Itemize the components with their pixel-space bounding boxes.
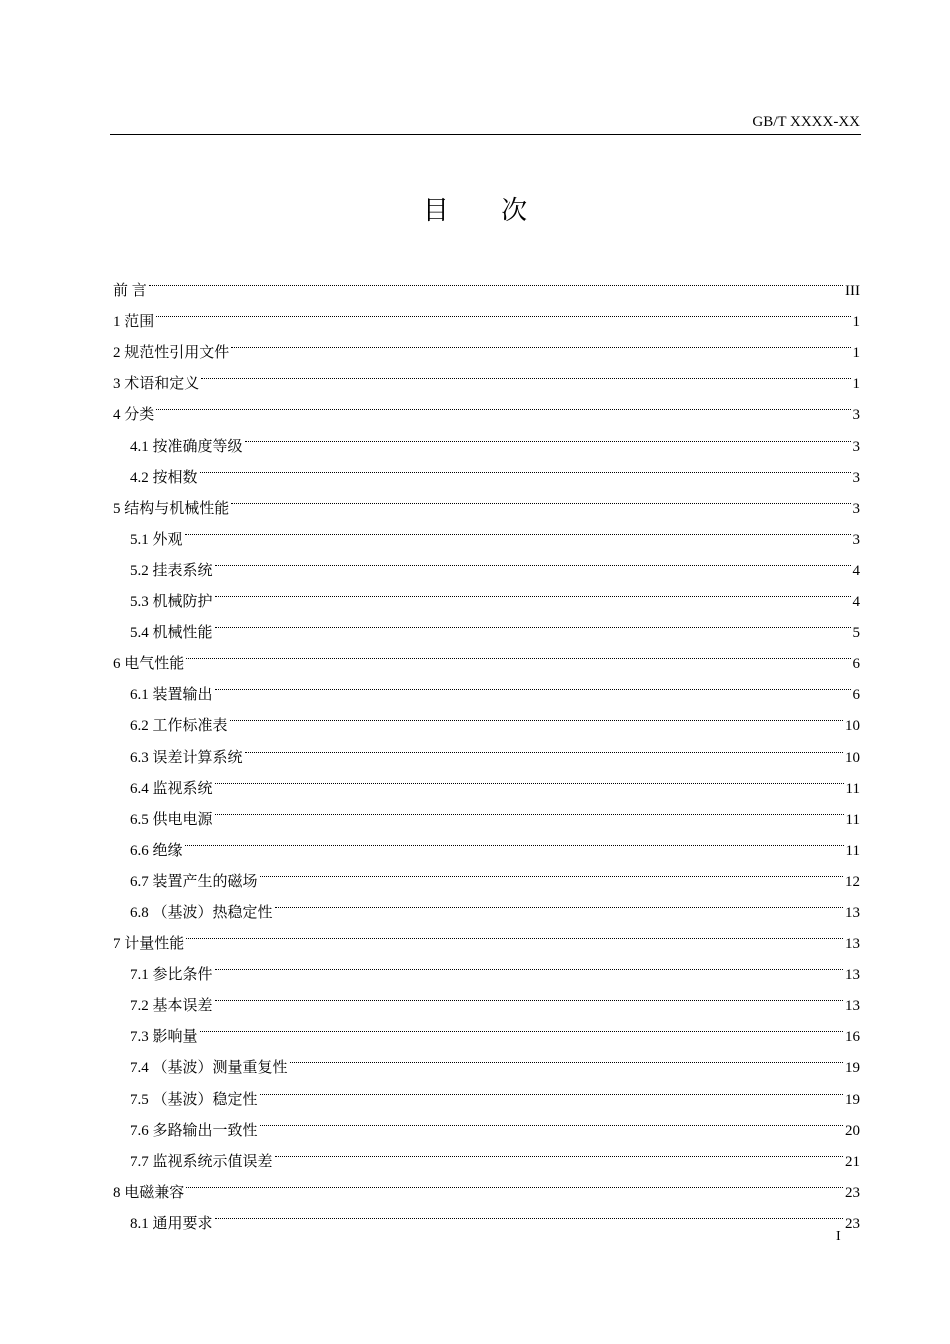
toc-entry-label: 7.7 监视系统示值误差 (130, 1153, 273, 1170)
toc-entry[interactable] (113, 1197, 860, 1232)
toc-dot-leader (186, 917, 843, 948)
toc-entry[interactable] (113, 979, 860, 1015)
toc-entry-label: 8.1 通用要求 (130, 1215, 213, 1232)
toc-dot-leader (200, 451, 851, 482)
toc-dot-leader (215, 606, 851, 637)
toc-dot-leader (215, 668, 851, 699)
toc-entry-label: 2 规范性引用文件 (113, 345, 230, 362)
toc-dot-leader (290, 1041, 843, 1072)
toc-entry-page: 19 (845, 1060, 860, 1077)
toc-entry[interactable] (113, 668, 860, 704)
toc-entry[interactable] (113, 824, 860, 859)
toc-dot-leader (215, 948, 843, 979)
toc-entry[interactable] (113, 513, 860, 548)
toc-entry-label: 7.3 影响量 (130, 1029, 198, 1046)
toc-entry-label: 6.1 装置输出 (130, 687, 213, 704)
toc-entry-page: 3 (852, 469, 860, 486)
toc-entry[interactable] (113, 793, 860, 828)
toc-dot-leader (186, 1166, 843, 1197)
toc-entry[interactable] (113, 295, 860, 331)
page-title: 目 次 (422, 196, 550, 226)
toc-entry[interactable] (113, 855, 860, 890)
toc-entry-label: 5 结构与机械性能 (113, 500, 230, 517)
toc-entry-label: 8 电磁兼容 (113, 1184, 185, 1201)
toc-entry-label: 7 计量性能 (113, 936, 185, 953)
toc-entry-page: 4 (852, 594, 860, 611)
toc-dot-leader (230, 699, 843, 730)
toc-entry-page: 3 (852, 531, 860, 548)
toc-entry-page: 4 (852, 562, 860, 579)
toc-entry-label: 5.2 挂表系统 (130, 562, 213, 579)
toc-dot-leader (260, 1072, 843, 1103)
toc-entry-page: 13 (845, 998, 860, 1015)
toc-entry[interactable] (113, 326, 860, 362)
toc-entry[interactable] (113, 544, 860, 579)
toc-entry[interactable] (113, 388, 860, 424)
toc-dot-leader (215, 544, 851, 575)
toc-entry-label: 5.4 机械性能 (130, 625, 213, 642)
toc-entry-page: 13 (845, 967, 860, 984)
toc-entry[interactable] (113, 917, 860, 953)
toc-entry-page: 1 (852, 314, 860, 331)
toc-dot-leader (231, 326, 850, 357)
header-divider (110, 134, 861, 135)
toc-entry[interactable] (113, 482, 860, 517)
toc-dot-leader (215, 979, 843, 1010)
toc-entry-page: 1 (852, 345, 860, 362)
toc-entry[interactable] (113, 948, 860, 984)
toc-entry[interactable] (113, 1166, 860, 1201)
toc-entry-label: 4.2 按相数 (130, 469, 198, 486)
toc-entry-page: 10 (845, 718, 860, 735)
toc-entry-label: 6 电气性能 (113, 656, 185, 673)
toc-dot-leader (260, 1104, 843, 1135)
toc-dot-leader (186, 637, 850, 668)
toc-entry-page: 3 (852, 500, 860, 517)
toc-entry[interactable] (113, 699, 860, 735)
toc-entry-page: 19 (845, 1091, 860, 1108)
toc-entry-label: 6.2 工作标准表 (130, 718, 228, 735)
toc-entry-label: 7.6 多路输出一致性 (130, 1122, 258, 1139)
toc-entry-page: 16 (845, 1029, 860, 1046)
toc-entry-page: 11 (845, 842, 860, 859)
toc-entry-label: 6.7 装置产生的磁场 (130, 873, 258, 890)
toc-dot-leader (185, 824, 844, 855)
toc-entry-page: 3 (852, 407, 860, 424)
toc-entry-page: 21 (845, 1153, 860, 1170)
toc-entry[interactable] (113, 419, 860, 455)
toc-entry-page: 1 (852, 376, 860, 393)
toc-entry[interactable] (113, 451, 860, 486)
toc-entry-label: 5.3 机械防护 (130, 594, 213, 611)
toc-entry[interactable] (113, 357, 860, 393)
toc-entry-page: 13 (845, 936, 860, 953)
toc-dot-leader (231, 482, 850, 513)
toc-entry[interactable] (113, 1041, 860, 1077)
toc-entry-page: 10 (845, 749, 860, 766)
toc-entry-label: 6.5 供电电源 (130, 811, 213, 828)
toc-dot-leader (215, 575, 851, 606)
toc-dot-leader (185, 513, 851, 544)
toc-entry-label: 4.1 按准确度等级 (130, 438, 243, 455)
toc-entry[interactable] (113, 637, 860, 673)
toc-entry-label: 6.4 监视系统 (130, 780, 213, 797)
toc-entry-page: 20 (845, 1122, 860, 1139)
toc-dot-leader (201, 357, 850, 388)
toc-dot-leader (215, 762, 844, 793)
toc-entry-label: 3 术语和定义 (113, 376, 200, 393)
toc-entry-label: 5.1 外观 (130, 531, 183, 548)
toc-entry-label: 6.8 （基波）热稳定性 (130, 904, 273, 921)
toc-entry-page: 12 (845, 873, 860, 890)
toc-entry-label: 7.2 基本误差 (130, 998, 213, 1015)
document-code: GB/T XXXX-XX (752, 114, 860, 130)
toc-entry-label: 6.6 绝缘 (130, 842, 183, 859)
toc-entry-label: 6.3 误差计算系统 (130, 749, 243, 766)
toc-entry-page: 23 (845, 1215, 860, 1232)
toc-dot-leader (215, 793, 844, 824)
toc-dot-leader (200, 1010, 843, 1041)
toc-entry-page: III (845, 283, 860, 300)
toc-entry-label: 1 范围 (113, 314, 155, 331)
toc-entry[interactable] (113, 762, 860, 797)
toc-dot-leader (275, 886, 843, 917)
toc-entry[interactable] (113, 606, 860, 642)
toc-entry-page: 13 (845, 904, 860, 921)
toc-entry-label: 7.5 （基波）稳定性 (130, 1091, 258, 1108)
toc-dot-leader (245, 419, 851, 450)
toc-entry-page: 3 (852, 438, 860, 455)
toc-entry-label: 4 分类 (113, 407, 155, 424)
page-number: I (836, 1229, 841, 1244)
toc-dot-leader (245, 730, 843, 761)
toc-entry[interactable] (113, 264, 860, 300)
toc-dot-leader (156, 295, 850, 326)
toc-dot-leader (260, 855, 843, 886)
toc-entry-page: 5 (852, 625, 860, 642)
toc-dot-leader (156, 388, 850, 419)
toc-entry-page: 11 (845, 780, 860, 797)
toc-entry-label: 7.4 （基波）测量重复性 (130, 1060, 288, 1077)
toc-entry-label: 7.1 参比条件 (130, 967, 213, 984)
toc-dot-leader (149, 264, 843, 295)
toc-dot-leader (215, 1197, 843, 1228)
toc-entry[interactable] (113, 575, 860, 611)
table-of-contents (113, 264, 860, 1232)
toc-entry-page: 11 (845, 811, 860, 828)
toc-entry-page: 23 (845, 1184, 860, 1201)
toc-entry-label: 前 言 (113, 283, 147, 300)
toc-entry-page: 6 (852, 656, 860, 673)
toc-dot-leader (275, 1135, 843, 1166)
toc-entry[interactable] (113, 1010, 860, 1046)
toc-entry-page: 6 (852, 687, 860, 704)
